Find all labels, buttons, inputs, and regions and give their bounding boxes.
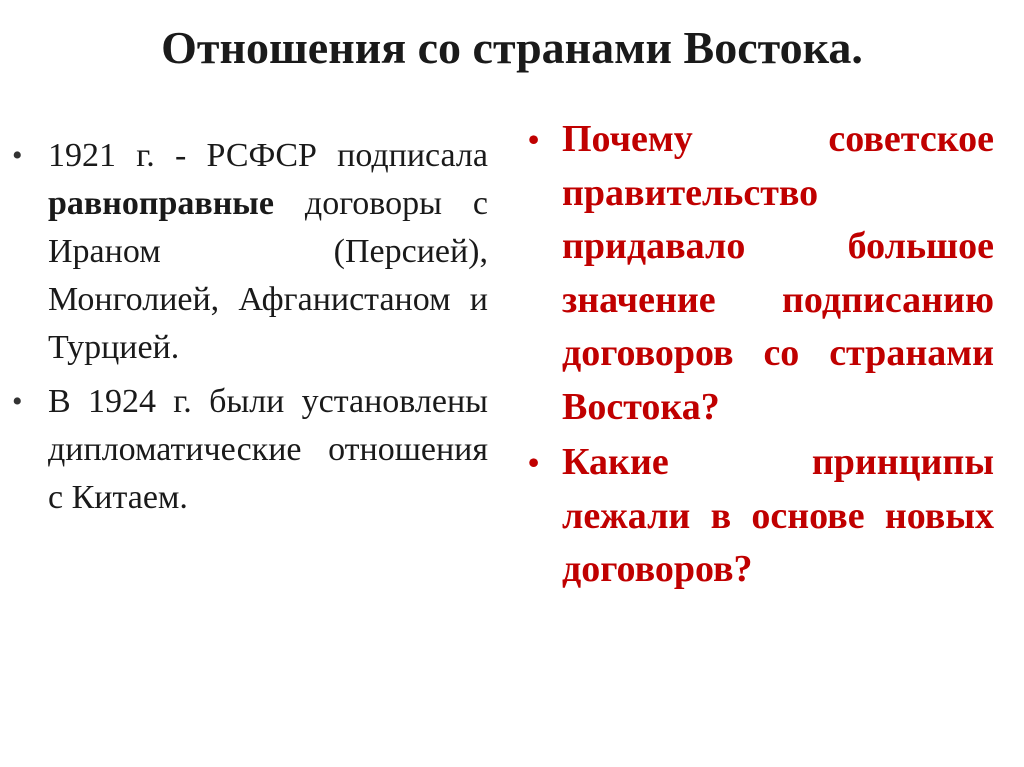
- fact-item-treaties: [6, 132, 488, 372]
- fact-text-end: договоры с Ираном (Персией), Монголией, Афганистаном и Турцией.: [48, 185, 488, 366]
- question-item-why: [520, 113, 994, 434]
- question-text: Какие принципы лежали в основе новых договоров?: [562, 441, 994, 590]
- fact-text-emphasis: равноправные: [48, 185, 274, 222]
- slide-title: Отношения со странами Востока.: [161, 22, 863, 73]
- fact-text-start: 1921 г. - РСФСР подписала: [48, 137, 488, 174]
- facts-list: [6, 132, 488, 522]
- bullet-icon: •: [12, 139, 23, 172]
- bullet-icon: •: [528, 444, 540, 480]
- questions-list: [520, 113, 994, 597]
- fact-text: В 1924 г. были установлены дипломатические отношения с Китаем.: [48, 383, 488, 516]
- fact-item-china: [6, 378, 488, 522]
- question-item-principles: [520, 436, 994, 597]
- question-text: Почему советское правительство придавало большое значение подписанию договоров со странами Востока?: [562, 118, 994, 428]
- bullet-icon: •: [12, 385, 23, 418]
- bullet-icon: •: [528, 121, 540, 157]
